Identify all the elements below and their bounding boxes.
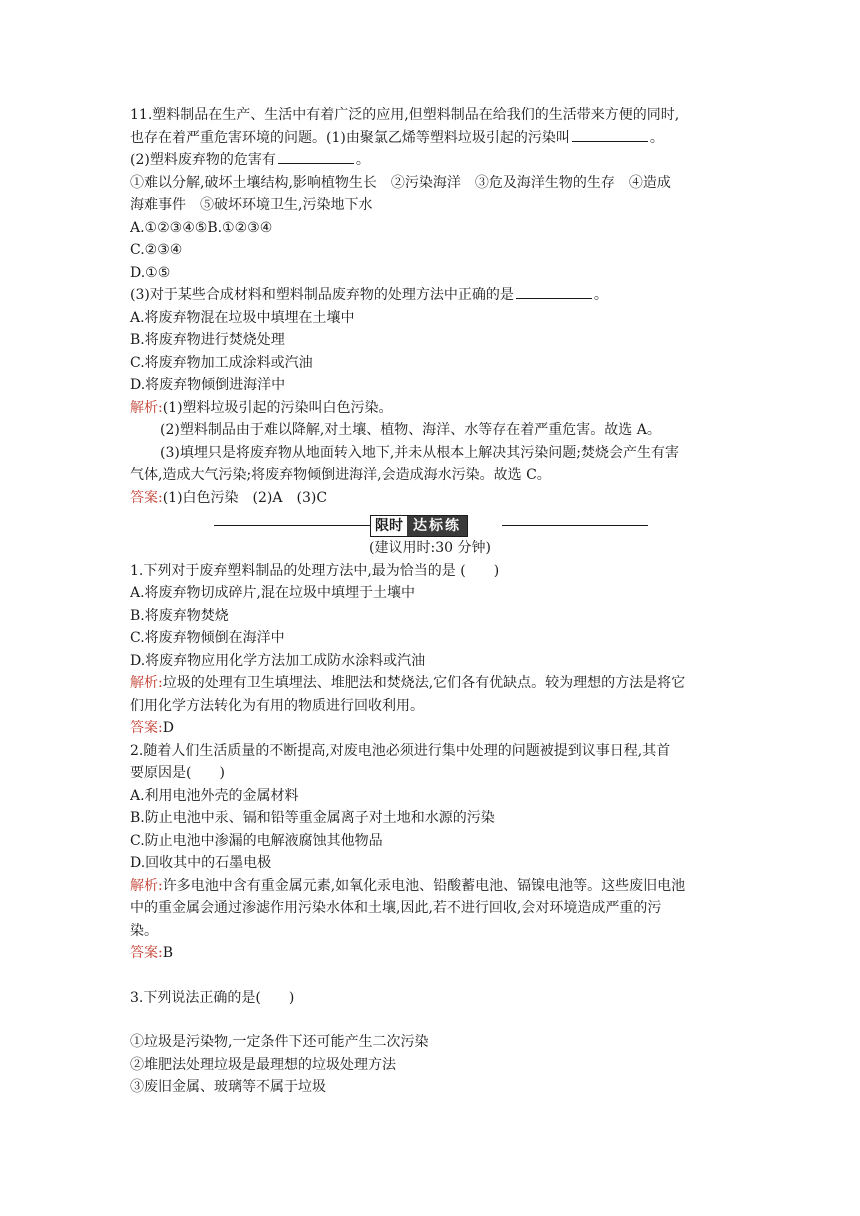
answer-label: 答案: <box>130 489 163 506</box>
q3-statement-3: ③废旧金属、玻璃等不属于垃圾 <box>130 1079 326 1095</box>
question-3 <box>130 987 730 1099</box>
q11-part3-option-a: A.将废弃物混在垃圾中填埋在土壤中 <box>130 309 355 326</box>
q11-option-c: C.②③④ <box>130 242 183 258</box>
q2-stem-line-2: 要原因是( ) <box>130 765 225 781</box>
q1-option-b: B.将废弃物焚烧 <box>130 607 229 624</box>
q11-analysis-line-4: 气体,造成大气污染;将废弃物倾倒进海洋,会造成海水污染。故选 C。 <box>130 467 551 483</box>
q2-answer: 答案:B <box>130 945 174 961</box>
banner-rule-right <box>502 525 648 526</box>
answer-label: 答案: <box>130 945 163 961</box>
section-banner <box>130 513 730 537</box>
suggested-time: (建议用时:30 分钟) <box>369 540 491 556</box>
worksheet-page <box>130 104 730 1099</box>
q11-stem-line-1: 11.塑料制品在生产、生活中有着广泛的应用,但塑料制品在给我们的生活带来方便的同时, <box>130 107 680 123</box>
q11-part3-option-c: C.将废弃物加工成涂料或汽油 <box>130 354 313 371</box>
q11-option-ab: A.①②③④⑤B.①②③④ <box>130 219 273 236</box>
spacer <box>130 965 730 987</box>
q11-part-2: (2)塑料废弃物的危害有 。 <box>130 149 730 172</box>
answer-blank <box>278 149 354 164</box>
q11-answer: 答案:(1)白色污染 (2)A (3)C <box>130 489 328 506</box>
q2-option-d: D.回收其中的石墨电极 <box>130 855 272 871</box>
q11-option-d: D.①⑤ <box>130 264 171 281</box>
q11-items-line-1: ①难以分解,破坏土壤结构,影响植物生长 ②污染海洋 ③危及海洋生物的生存 ④造成 <box>130 174 671 191</box>
q11-part3-option-d: D.将废弃物倾倒进海洋中 <box>130 377 286 393</box>
q11-part-3: (3)对于某些合成材料和塑料制品废弃物的处理方法中正确的是 。 <box>130 284 730 307</box>
question-1 <box>130 560 730 740</box>
spacer <box>130 1009 730 1031</box>
question-11 <box>130 104 730 509</box>
banner-title-right: 达标练 <box>407 516 467 536</box>
q1-stem: 1.下列对于废弃塑料制品的处理方法中,最为恰当的是 ( ) <box>130 562 500 579</box>
banner-rule-left <box>214 525 370 526</box>
q2-analysis-line-3: 染。 <box>130 922 158 939</box>
q11-analysis-line-2: (2)塑料制品由于难以降解,对土壤、植物、海洋、水等存在着严重危害。故选 A。 <box>160 422 661 438</box>
q11-analysis-line-1: 解析:(1)塑料垃圾引起的污染叫白色污染。 <box>130 399 393 416</box>
q11-part3-option-b: B.将废弃物进行焚烧处理 <box>130 332 285 348</box>
q11-stem-line-2: 也存在着严重危害环境的问题。(1)由聚氯乙烯等塑料垃圾引起的污染叫 。 <box>130 127 730 150</box>
q11-items-line-2: 海难事件 ⑤破坏环境卫生,污染地下水 <box>130 197 373 213</box>
q3-statement-2: ②堆肥法处理垃圾是最理想的垃圾处理方法 <box>130 1056 396 1073</box>
q3-stem: 3.下列说法正确的是( ) <box>130 989 295 1006</box>
q2-option-a: A.利用电池外壳的金属材料 <box>130 787 299 804</box>
q1-option-d: D.将废弃物应用化学方法加工成防水涂料或汽油 <box>130 652 426 669</box>
q11-analysis-line-3: (3)填埋只是将废弃物从地面转入地下,并未从根本上解决其污染问题;焚烧会产生有害 <box>160 444 679 461</box>
analysis-label: 解析: <box>130 877 163 894</box>
q3-statement-1: ①垃圾是污染物,一定条件下还可能产生二次污染 <box>130 1034 429 1050</box>
q1-option-a: A.将废弃物切成碎片,混在垃圾中填埋于土壤中 <box>130 585 416 601</box>
q2-option-b: B.防止电池中汞、镉和铅等重金属离子对土地和水源的污染 <box>130 810 495 826</box>
q1-analysis-line-1: 解析:垃圾的处理有卫生填埋法、堆肥法和焚烧法,它们各有优缺点。较为理想的方法是将它 <box>130 675 686 691</box>
answer-blank <box>572 127 648 142</box>
q1-analysis-line-2: 们用化学方法转化为有用的物质进行回收利用。 <box>130 697 424 714</box>
q1-answer: 答案:D <box>130 720 174 736</box>
q2-analysis-line-2: 中的重金属会通过渗滤作用污染水体和土壤,因此,若不进行回收,会对环境造成严重的污 <box>130 900 662 916</box>
answer-label: 答案: <box>130 720 163 736</box>
answer-blank <box>516 284 592 299</box>
analysis-label: 解析: <box>130 399 163 416</box>
q2-stem-line-1: 2.随着人们生活质量的不断提高,对废电池必须进行集中处理的问题被提到议事日程,其首 <box>130 742 671 759</box>
q2-analysis-line-1: 解析:许多电池中含有重金属元素,如氧化汞电池、铅酸蓄电池、镉镍电池等。这些废旧电池 <box>130 877 686 894</box>
banner-title <box>370 515 468 537</box>
banner-title-left: 限时 <box>371 516 407 536</box>
analysis-label: 解析: <box>130 675 163 691</box>
q1-option-c: C.将废弃物倾倒在海洋中 <box>130 630 285 646</box>
question-2 <box>130 740 730 965</box>
q2-option-c: C.防止电池中渗漏的电解液腐蚀其他物品 <box>130 832 383 849</box>
